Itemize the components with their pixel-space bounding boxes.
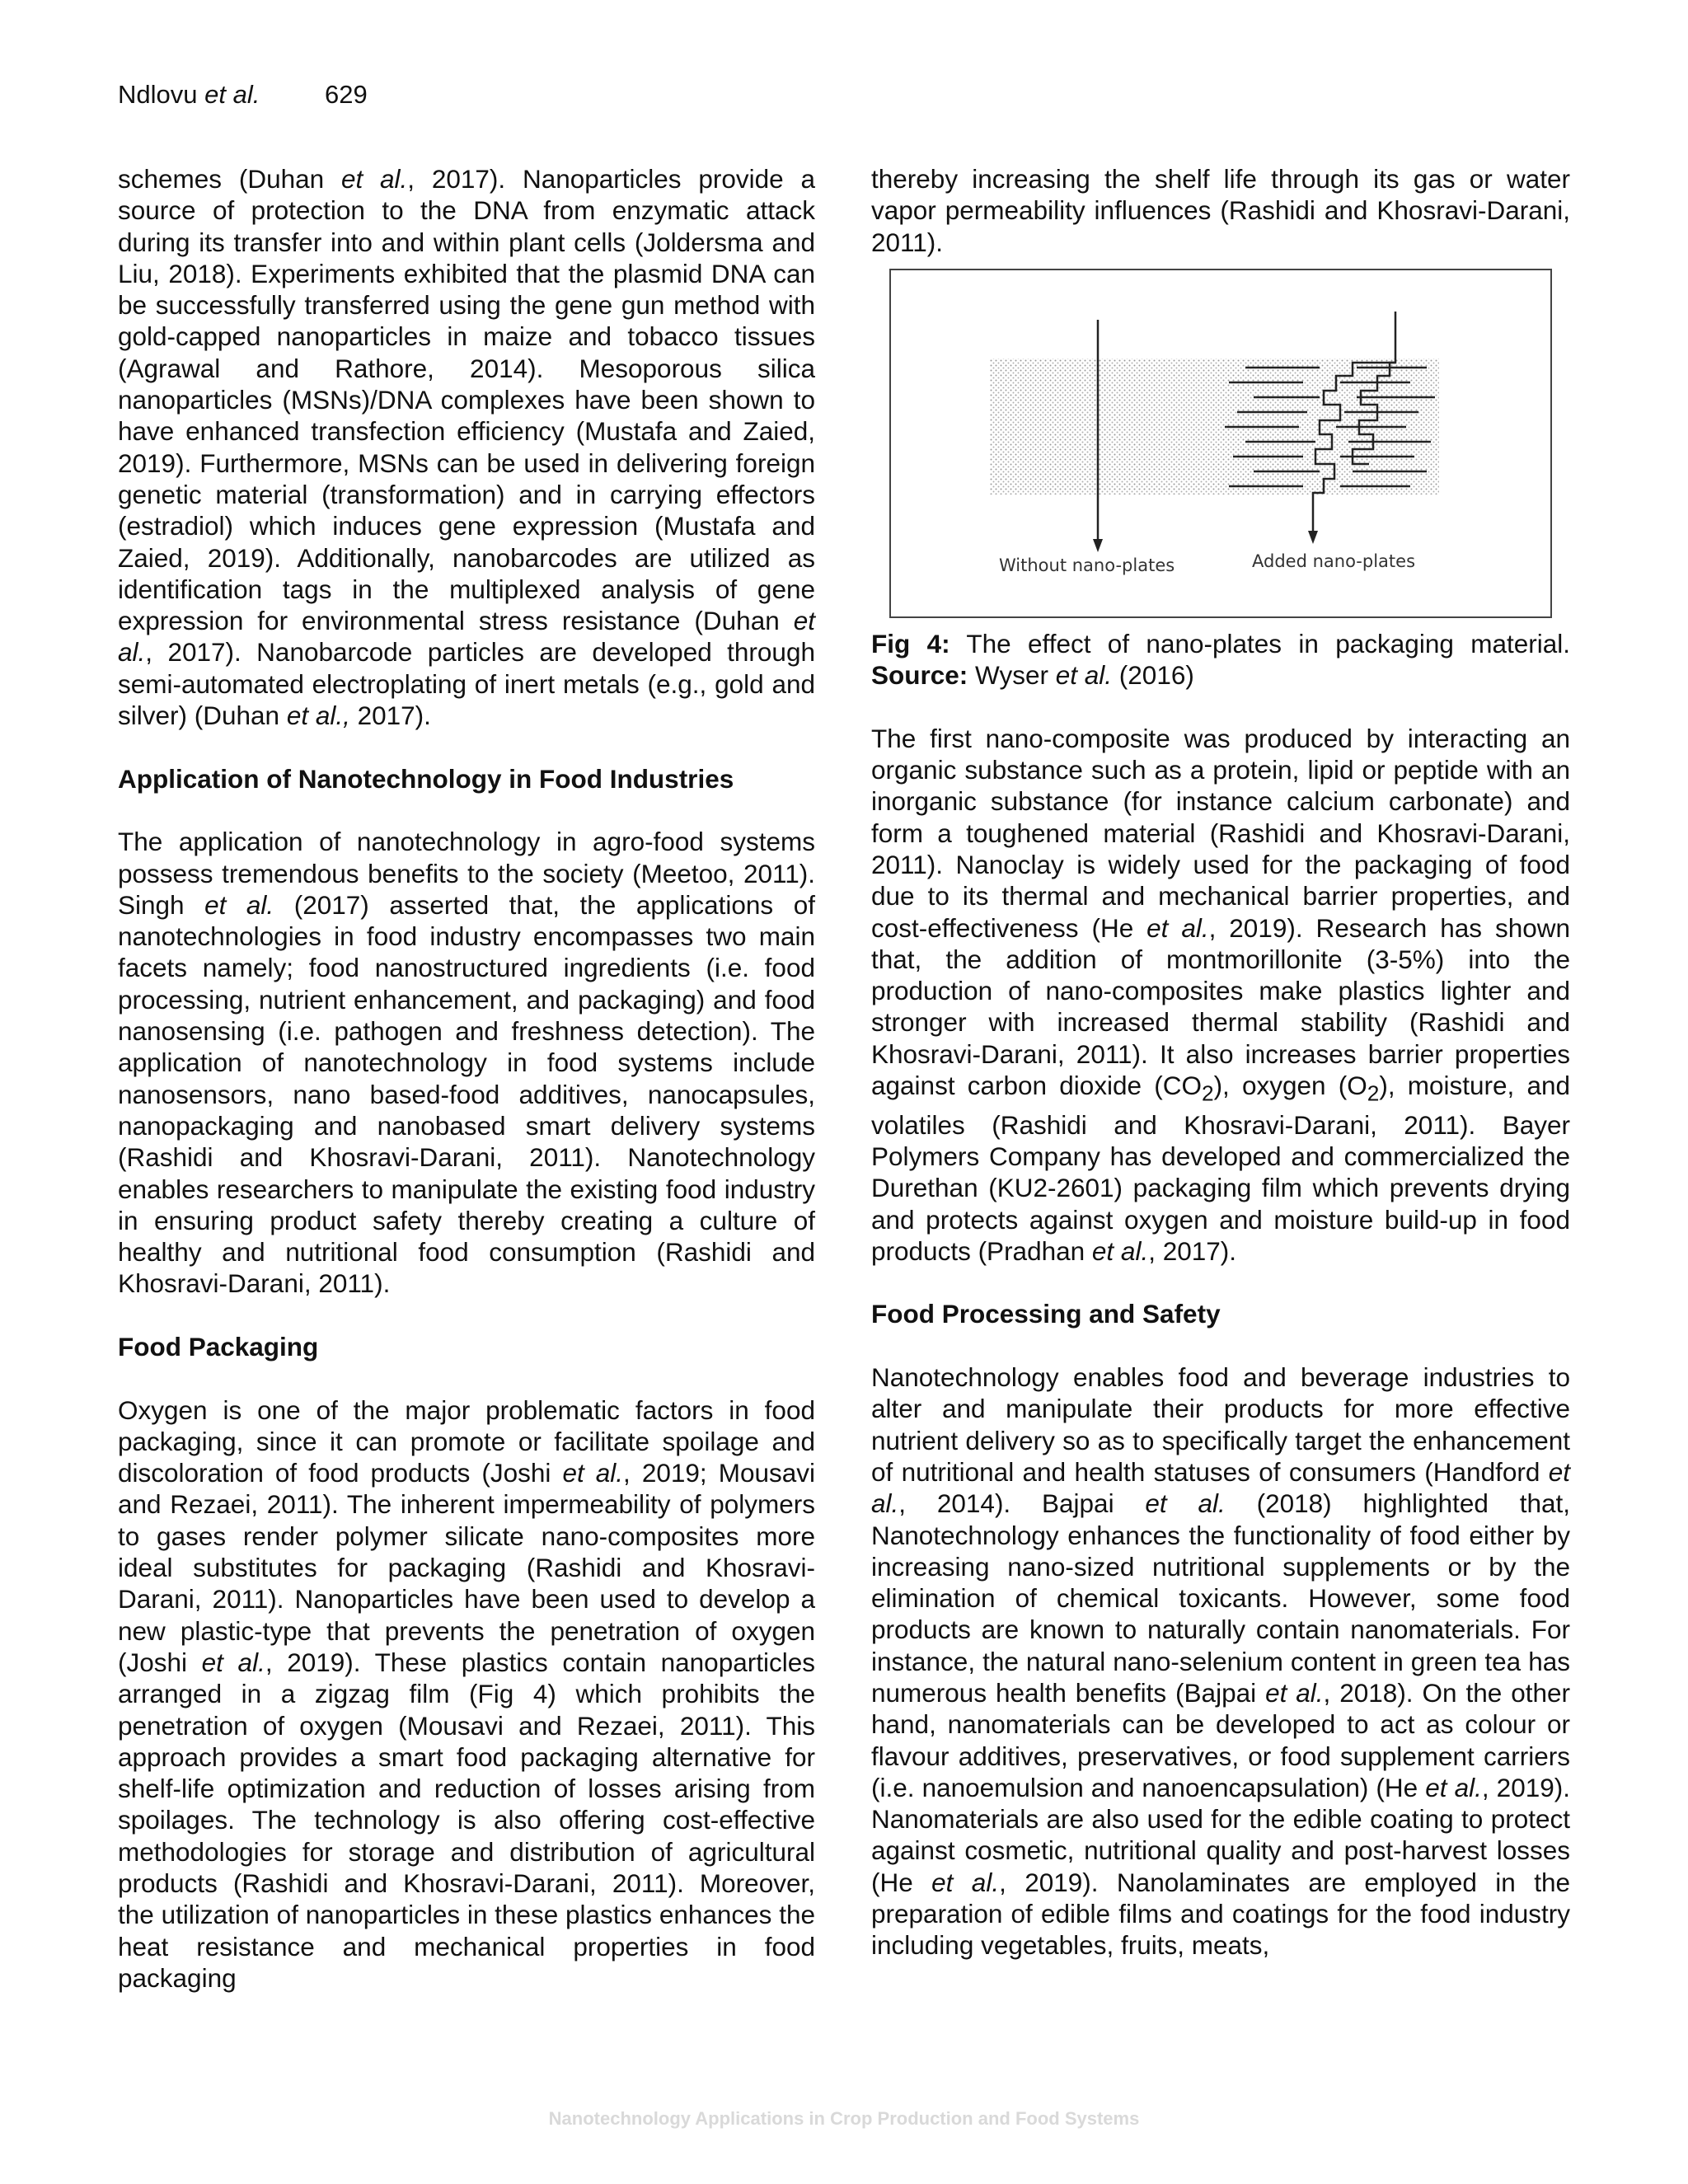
paragraph-food-processing: Nanotechnology enables food and beverage industries to alter and manipulate their products for more effective nutrient delivery so as to specifically target the enhancement of nutritional and health statuses of consumers (Handford et al., 2014). Bajpai et al. (2018) highlighted that, Nanotechnology enhances the functionality of food either by increasing nano-sized nutritional supplements or by the elimination of chemical toxicants. However, some food products are known to naturally contain nanomaterials. For instance, the natural nano-selenium content in green tea has numerous health benefits (Bajpai et al., 2018). On the other hand, nanomaterials can be developed to act as colour or flavour additives, preservatives, or food supplement carriers (i.e. nanoemulsion and nanoencapsulation) (He et al., 2019). Nanomaterials are also used for the edible coating to protect against cosmetic, nutritional quality and post-harvest losses (He et al., 2019). Nanolaminates are employed in the preparation of edible films and coatings for the food industry including vegetables, fruits, meats, [871, 1362, 1571, 1961]
running-header [118, 78, 368, 111]
header-author: Ndlovu [118, 80, 198, 109]
paragraph-schemes-continued: schemes (Duhan et al., 2017). Nanoparticles provide a source of protection to the DNA from enzymatic attack during its transfer into and within plant cells (Joldersma and Liu, 2018). Experiments exhibited that the plasmid DNA can be successfully transferred using the gene gun method with gold-capped nanoparticles in maize and tobacco tissues (Agrawal and Rathore, 2014). Mesoporous silica nanoparticles (MSNs)/DNA complexes have been shown to have enhanced transfection efficiency (Mustafa and Zaied, 2019). Furthermore, MSNs can be used in delivering foreign genetic material (transformation) and in carrying effectors (estradiol) which induces gene expression (Mustafa and Zaied, 2019). Additionally, nanobarcodes are utilized as identification tags in the multiplexed analysis of gene expression for environmental stress resistance (Duhan et al., 2017). Nanobarcode particles are developed through semi-automated electroplating of inert metals (e.g., gold and silver) (Duhan et al., 2017). [118, 164, 815, 731]
page-footer: Nanotechnology Applications in Crop Production and Food Systems [548, 2108, 1140, 2129]
right-column [871, 163, 1570, 1961]
left-column [118, 163, 815, 1994]
page-number: 629 [324, 80, 368, 109]
figure-caption: Fig 4: The effect of nano-plates in packaging material. Source: Wyser et al. (2016) [871, 628, 1570, 691]
figure-nano-plates [889, 269, 1552, 618]
figure-diagram [891, 270, 1550, 616]
header-etal: et al. [204, 80, 260, 109]
section-heading-food-processing: Food Processing and Safety [871, 1299, 1221, 1329]
paragraph-food-packaging: Oxygen is one of the major problematic factors in food packaging, since it can promote or facilitate spoilage and discoloration of food products (Joshi et al., 2019; Mousavi and Rezaei, 2011). The inherent impermeability of polymers to gases render polymer silicate nano-composites more ideal substitutes for packaging (Rashidi and Khosravi-Darani, 2011). Nanoparticles have been used to develop a new plastic-type that prevents the penetration of oxygen (Joshi et al., 2019). These plastics contain nanoparticles arranged in a zigzag film (Fig 4) which prohibits the penetration of oxygen (Mousavi and Rezaei, 2011). This approach provides a smart food packaging alternative for shelf-life optimization and reduction of losses arising from spoilages. The technology is also offering cost-effective methodologies for storage and distribution of agricultural products (Rashidi and Khosravi-Darani, 2011). Moreover, the utilization of nanoparticles in these plastics enhances the heat resistance and mechanical properties in food packaging [118, 1394, 815, 1993]
paragraph-nano-composite: The first nano-composite was produced by interacting an organic substance such as a protein, lipid or peptide with an inorganic substance (for instance calcium carbonate) and form a toughened material (Rashidi and Khosravi-Darani, 2011). Nanoclay is widely used for the packaging of food due to its thermal and mechanical barrier properties, and cost-effectiveness (He et al., 2019). Research has shown that, the addition of montmorillonite (3-5%) into the production of nano-composites make plastics lighter and stronger with increased thermal stability (Rashidi and Khosravi-Darani, 2011). It also increases barrier properties against carbon dioxide $(CO_2)$, oxygen $(O_2)$, moisture, and volatiles (Rashidi and Khosravi-Darani, 2011). Bayer Polymers Company has developed and commercialized the Durethan (KU2-2601) packaging film which prevents drying and protects against oxygen and moisture build-up in food products (Pradhan et al., 2017). [871, 723, 1571, 1266]
paragraph-food-industries: The application of nanotechnology in agro-food systems possess tremendous benefits to the society (Meetoo, 2011). Singh et al. (2017) asserted that, the applications of nanotechnologies in food industry encompasses two main facets namely; food nanostructured ingredients (i.e. food processing, nutrient enhancement, and packaging) and food nanosensing (i.e. pathogen and freshness detection). The application of nanotechnology in food systems include nanosensors, nano based-food additives, nanocapsules, nanopackaging and nanobased smart delivery systems (Rashidi and Khosravi-Darani, 2011). Nanotechnology enables researchers to manipulate the existing food industry in ensuring product safety thereby creating a culture of healthy and nutritional food consumption (Rashidi and Khosravi-Darani, 2011). [118, 827, 815, 1299]
section-heading-food-industries: Application of Nanotechnology in Food Industries [118, 763, 734, 794]
paragraph-shelf-life-continued: thereby increasing the shelf life through its gas or water vapor permeability influences (Rashidi and Khosravi-Darani, 2011). [871, 164, 1570, 257]
label-added-nano-plates: Added nano-plates [1252, 551, 1416, 571]
section-heading-food-packaging: Food Packaging [118, 1331, 319, 1361]
label-without-nano-plates: Without nano-plates [999, 555, 1175, 575]
